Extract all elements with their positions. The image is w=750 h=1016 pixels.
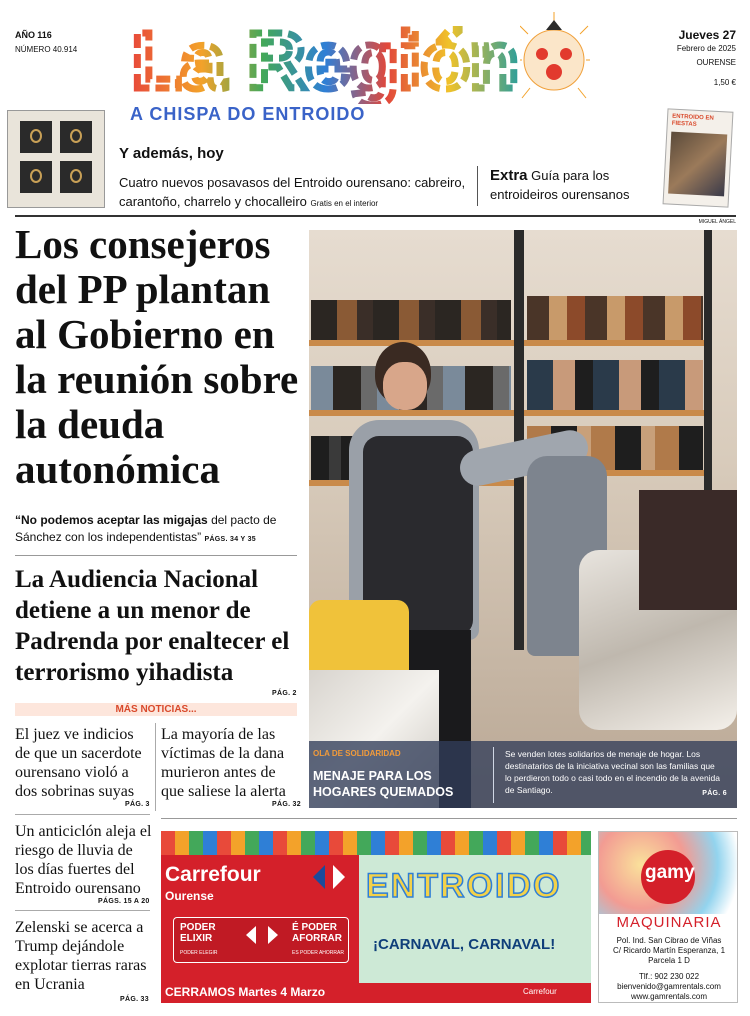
issue-info: [15, 28, 77, 57]
caption-title: MENAJE PARA LOS HOGARES QUEMADOS: [313, 769, 454, 799]
brief-3[interactable]: Un anticiclón aleja el riesgo de lluvia de los días fuertes del Entroido ourensano: [15, 823, 152, 897]
gamy-address-3: Parcela 1 D: [648, 956, 690, 965]
lead-photo[interactable]: [309, 230, 737, 808]
brief-4[interactable]: Zelenski se acerca a Trump dejándole explotar tierras raras en Ucrania: [15, 919, 147, 993]
edition-city: OURENSE: [696, 58, 736, 67]
brief-4-page: PÁG. 33: [120, 996, 149, 1003]
extra-text: Guía para los entroideiros ourensanos: [490, 168, 630, 202]
logo-text: La Región: [132, 16, 519, 104]
slogan-left-2: ELIXIR: [180, 933, 213, 944]
promo-text: [119, 173, 469, 213]
mask-icon: [520, 12, 590, 104]
gamy-address: [599, 936, 738, 966]
extra-label: Extra: [490, 167, 528, 184]
brief-1-page: PÁG. 3: [125, 801, 150, 808]
gamy-brand: gamy: [645, 862, 695, 883]
entroido-title: ENTROIDO: [366, 867, 562, 905]
slogan-right-2: AFORRAR: [292, 933, 342, 944]
year-value: 116: [37, 30, 52, 40]
divider: [15, 910, 150, 911]
photo-credit: MIGUEL ÁNGEL: [698, 219, 736, 225]
date-month: Febrero de 2025: [676, 44, 736, 53]
divider: [155, 723, 156, 811]
slogan-left-1: PODER: [180, 922, 216, 933]
issue-number: NÚMERO 40.914: [15, 45, 78, 54]
gamy-web[interactable]: www.gamrentals.com: [630, 992, 708, 1001]
slogan-small-left: PODER ELEGIR: [180, 950, 218, 956]
quote-rest: del pacto de Sánchez con los independentistas”: [15, 513, 277, 544]
extra-promo[interactable]: [490, 166, 660, 204]
footer-brand: Carrefour: [523, 987, 557, 996]
newspaper-logo[interactable]: [128, 12, 628, 102]
extra-cover-title: ENTROIDO EN FIESTAS: [671, 113, 714, 128]
carrefour-slogan-box: [173, 917, 349, 963]
date-block: [646, 28, 736, 90]
photo-caption: [309, 741, 737, 808]
gamy-title: MAQUINARIA: [616, 914, 722, 931]
quote-bold: “No podemos aceptar las migajas: [15, 513, 208, 527]
second-page: PÁG. 2: [272, 690, 297, 697]
caption-kicker: OLA DE SOLIDARIDAD: [313, 749, 401, 758]
carrefour-mark-icon: [244, 924, 280, 946]
gamy-phone: Tlf.: 902 230 022: [638, 972, 700, 981]
carrefour-city: Ourense: [165, 889, 214, 903]
second-headline[interactable]: La Audiencia Nacional detiene a un menor de Padrenda por enaltecer el terrorismo yihadista: [15, 566, 290, 686]
more-news-bar: MÁS NOTICIAS...: [15, 703, 297, 716]
date-day: Jueves 27: [678, 28, 736, 42]
masthead-rule: [15, 215, 736, 217]
closing-text: CERRAMOS Martes 4 Marzo: [165, 985, 326, 999]
brief-1[interactable]: El juez ve indicios de que un sacerdote ourensano violó a dos sobrinas suyas: [15, 726, 142, 800]
promo-title: Y además, hoy: [119, 145, 224, 162]
carrefour-logo-icon: [311, 863, 347, 891]
brief-2-page: PÁG. 32: [272, 801, 301, 808]
caption-page: PÁG. 6: [702, 790, 727, 797]
coasters-thumbnail[interactable]: [7, 110, 105, 208]
gamy-email[interactable]: bienvenido@gamrentals.com: [617, 982, 721, 991]
divider: [493, 747, 494, 803]
extra-cover[interactable]: [663, 108, 734, 207]
carrefour-brand: Carrefour: [165, 863, 261, 886]
promo-note: Gratis en el interior: [310, 199, 379, 208]
gamy-contact: [599, 972, 738, 1002]
gamy-address-2: C/ Ricardo Martín Esperanza, 1: [612, 946, 726, 955]
lead-headline[interactable]: Los consejeros del PP plantan al Gobierno en la reunión sobre la deuda autonómica: [15, 221, 299, 492]
carrefour-ad[interactable]: [161, 831, 591, 1003]
divider: [161, 818, 737, 819]
gamy-address-1: Pol. Ind. San Cibrao de Viñas: [616, 936, 722, 945]
tagline: A CHISPA DO ENTROIDO: [130, 104, 366, 124]
carnaval-text: ¡CARNAVAL, CARNAVAL!: [373, 936, 556, 953]
lead-pages: PÁGS. 34 Y 35: [204, 536, 256, 543]
caption-text: Se venden lotes solidarios de menaje de hogar. Los destinatarios de la iniciativa vecinal son las familias que lo perdieron todo o casi todo en el incendio de la avenida de Santiago.: [505, 749, 721, 795]
brief-2[interactable]: La mayoría de las víctimas de la dana murieron antes de que saliese la alerta: [161, 726, 286, 800]
year-label: AÑO: [15, 30, 35, 40]
gamy-ad[interactable]: [598, 831, 738, 1003]
price: 1,50 €: [713, 78, 736, 87]
promo-divider: [477, 166, 478, 206]
lead-quote: [15, 512, 305, 548]
slogan-small-right: ES PODER AHORRAR: [292, 950, 344, 956]
promo-description: Cuatro nuevos posavasos del Entroido ourensano: cabreiro, carantoño, charrelo y chocalleiro: [119, 175, 466, 209]
divider: [15, 814, 150, 815]
brief-3-page: PÁGS. 15 A 20: [98, 898, 150, 905]
slogan-right-1: É PODER: [292, 922, 338, 933]
divider: [15, 555, 297, 556]
